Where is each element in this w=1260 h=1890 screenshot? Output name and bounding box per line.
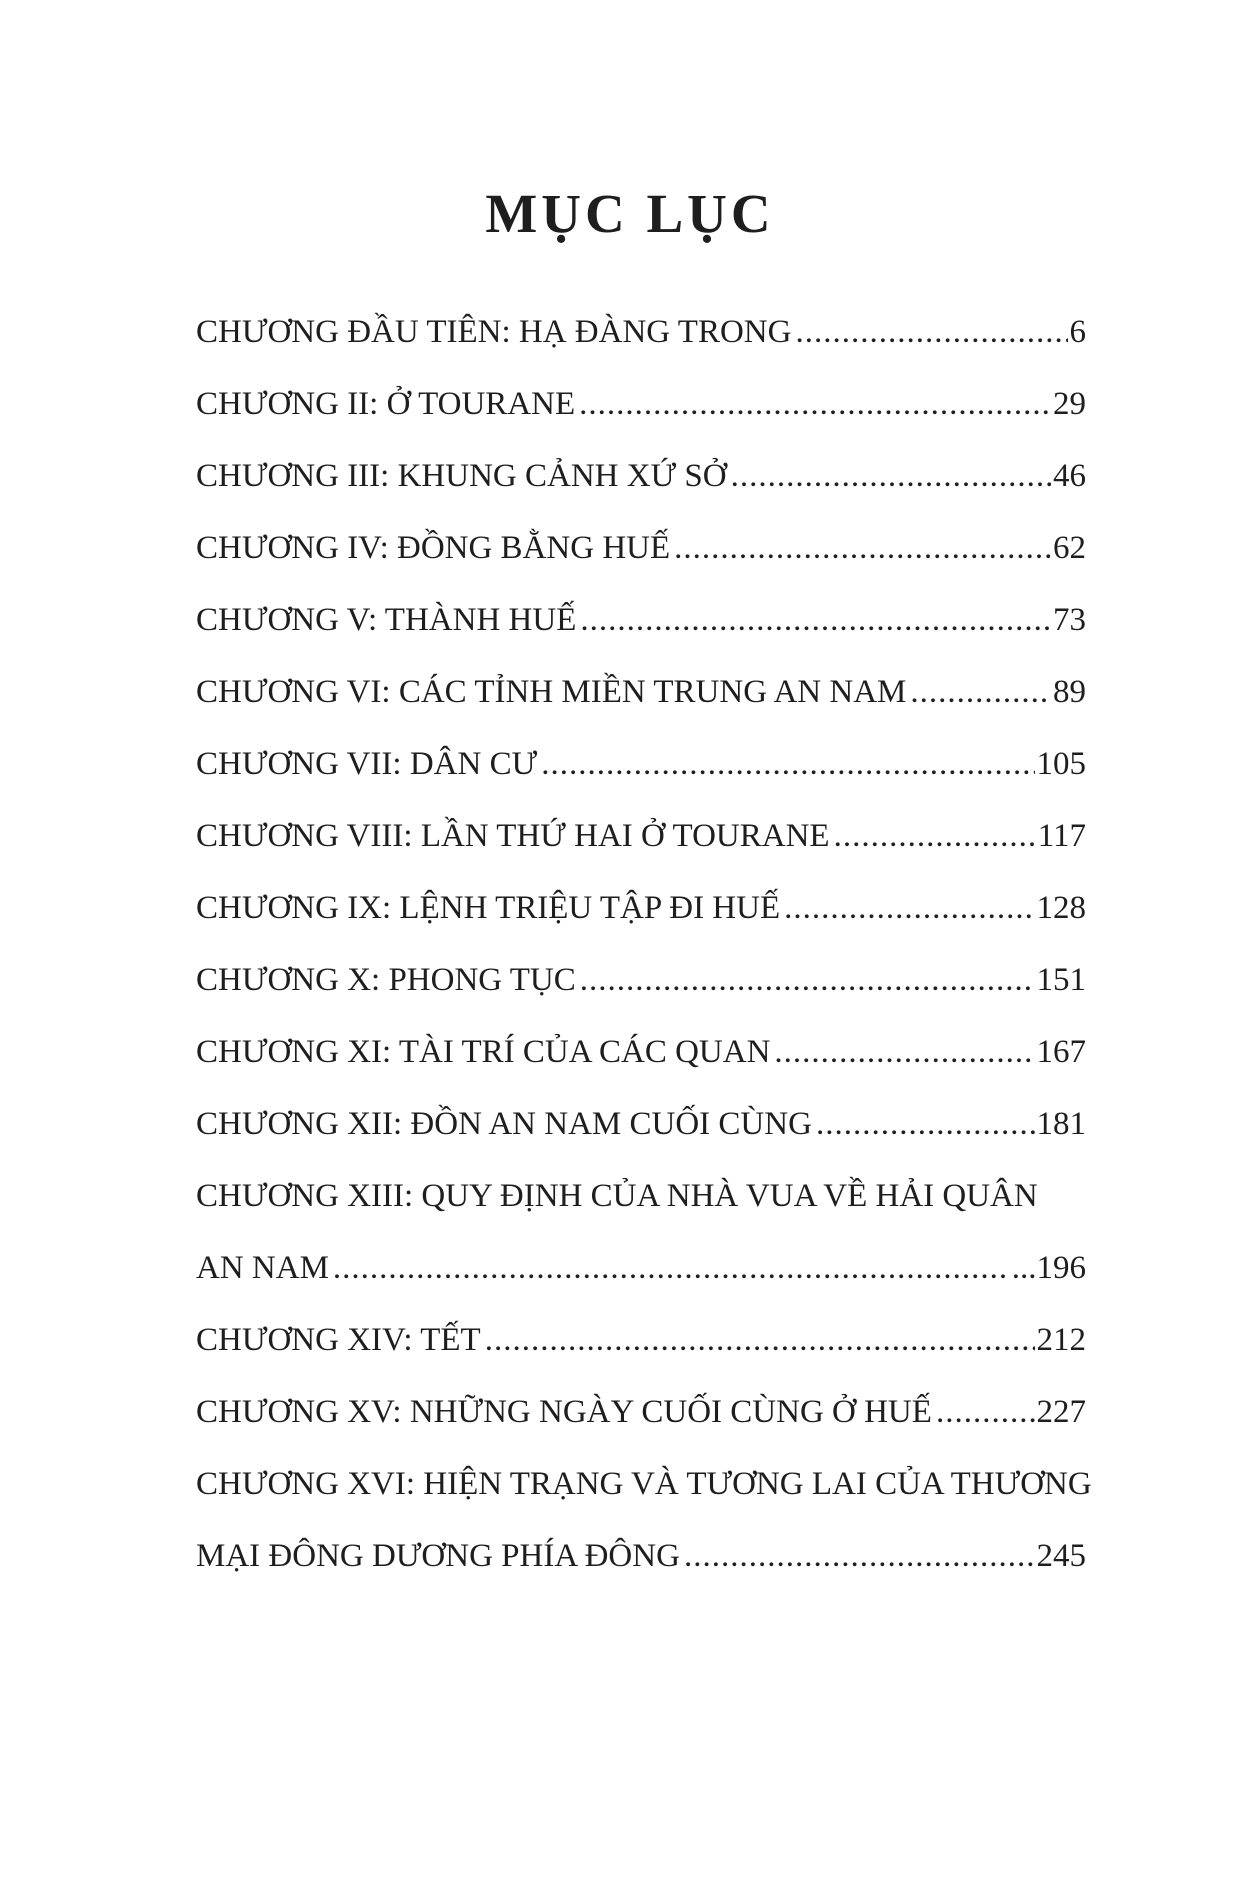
dot-leader bbox=[485, 1304, 1035, 1376]
dot-leader bbox=[834, 800, 1036, 872]
dot-leader bbox=[774, 1016, 1034, 1088]
dot-leader bbox=[541, 728, 1034, 800]
toc-entry-chapter-12[interactable] bbox=[196, 1088, 1086, 1160]
dot-leader bbox=[674, 512, 1051, 584]
toc-entry-chapter-13-continued[interactable] bbox=[196, 1232, 1086, 1304]
toc-entry-chapter-16-continued[interactable] bbox=[196, 1520, 1086, 1592]
table-of-contents bbox=[196, 296, 1092, 1592]
toc-entry-title: CHƯƠNG XVI: HIỆN TRẠNG VÀ TƯƠNG LAI CỦA THƯƠNG bbox=[196, 1466, 1092, 1502]
toc-entry-title: CHƯƠNG IX: LỆNH TRIỆU TẬP ĐI HUẾ bbox=[196, 890, 781, 926]
toc-entry-chapter-2[interactable] bbox=[196, 368, 1086, 440]
toc-entry-page: 105 bbox=[1036, 746, 1086, 782]
toc-entry-title: CHƯƠNG ĐẦU TIÊN: HẠ ĐÀNG TRONG bbox=[196, 314, 792, 350]
toc-entry-title: CHƯƠNG V: THÀNH HUẾ bbox=[196, 602, 577, 638]
toc-entry-chapter-9[interactable] bbox=[196, 872, 1086, 944]
toc-entry-title: CHƯƠNG VII: DÂN CƯ bbox=[196, 746, 538, 782]
dot-leader bbox=[936, 1376, 1035, 1448]
toc-entry-title: CHƯƠNG X: PHONG TỤC bbox=[196, 962, 576, 998]
toc-entry-page: ...196 bbox=[1011, 1250, 1086, 1286]
toc-entry-title: CHƯƠNG XV: NHỮNG NGÀY CUỐI CÙNG Ở HUẾ bbox=[196, 1394, 932, 1430]
toc-entry-chapter-6[interactable] bbox=[196, 656, 1086, 728]
dot-leader bbox=[795, 296, 1067, 368]
toc-entry-page: 227 bbox=[1036, 1394, 1086, 1430]
toc-entry-chapter-11[interactable] bbox=[196, 1016, 1086, 1088]
toc-entry-page: 212 bbox=[1036, 1322, 1086, 1358]
dot-leader bbox=[910, 656, 1051, 728]
toc-entry-page: 167 bbox=[1036, 1034, 1086, 1070]
dot-leader bbox=[580, 944, 1035, 1016]
toc-entry-title: CHƯƠNG IV: ĐỒNG BẰNG HUẾ bbox=[196, 530, 671, 566]
dot-leader bbox=[684, 1520, 1035, 1592]
toc-entry-page: 73 bbox=[1053, 602, 1086, 638]
toc-entry-title: MẠI ĐÔNG DƯƠNG PHÍA ĐÔNG bbox=[196, 1538, 680, 1574]
toc-entry-page: 128 bbox=[1036, 890, 1086, 926]
toc-entry-title: CHƯƠNG III: KHUNG CẢNH XỨ SỞ bbox=[196, 458, 727, 494]
toc-entry-chapter-4[interactable] bbox=[196, 512, 1086, 584]
toc-entry-chapter-15[interactable] bbox=[196, 1376, 1086, 1448]
dot-leader bbox=[784, 872, 1034, 944]
toc-entry-page: 62 bbox=[1053, 530, 1086, 566]
toc-entry-title: CHƯƠNG VIII: LẦN THỨ HAI Ở TOURANE bbox=[196, 818, 830, 854]
toc-entry-chapter-3[interactable] bbox=[196, 440, 1086, 512]
toc-entry-title: CHƯƠNG VI: CÁC TỈNH MIỀN TRUNG AN NAM bbox=[196, 674, 907, 710]
dot-leader bbox=[580, 584, 1051, 656]
toc-entry-chapter-5[interactable] bbox=[196, 584, 1086, 656]
toc-entry-page: 89 bbox=[1053, 674, 1086, 710]
toc-entry-page: 117 bbox=[1037, 818, 1086, 854]
toc-entry-title: CHƯƠNG XII: ĐỒN AN NAM CUỐI CÙNG bbox=[196, 1106, 812, 1142]
toc-entry-chapter-8[interactable] bbox=[196, 800, 1086, 872]
toc-entry-page: 181 bbox=[1036, 1106, 1086, 1142]
toc-entry-title: CHƯƠNG XI: TÀI TRÍ CỦA CÁC QUAN bbox=[196, 1034, 771, 1070]
toc-entry-title: CHƯƠNG XIII: QUY ĐỊNH CỦA NHÀ VUA VỀ HẢI QUÂN bbox=[196, 1178, 1038, 1214]
toc-entry-title: CHƯƠNG XIV: TẾT bbox=[196, 1322, 481, 1358]
toc-entry-chapter-14[interactable] bbox=[196, 1304, 1086, 1376]
dot-leader bbox=[816, 1088, 1035, 1160]
toc-entry-page: 245 bbox=[1036, 1538, 1086, 1574]
dot-leader bbox=[579, 368, 1051, 440]
toc-entry-page: 6 bbox=[1069, 314, 1086, 350]
toc-entry-title: CHƯƠNG II: Ở TOURANE bbox=[196, 386, 576, 422]
toc-entry-page: 29 bbox=[1053, 386, 1086, 422]
toc-entry-page: 151 bbox=[1036, 962, 1086, 998]
toc-entry-title: AN NAM bbox=[196, 1250, 329, 1286]
dot-leader bbox=[333, 1232, 1010, 1304]
toc-entry-chapter-10[interactable] bbox=[196, 944, 1086, 1016]
toc-entry-page: 46 bbox=[1053, 458, 1086, 494]
toc-entry-chapter-16[interactable] bbox=[196, 1448, 1092, 1520]
dot-leader bbox=[731, 440, 1051, 512]
toc-entry-chapter-13[interactable] bbox=[196, 1160, 1086, 1232]
toc-entry-chapter-1[interactable] bbox=[196, 296, 1086, 368]
page-title: MỤC LỤC bbox=[485, 182, 775, 244]
toc-entry-chapter-7[interactable] bbox=[196, 728, 1086, 800]
